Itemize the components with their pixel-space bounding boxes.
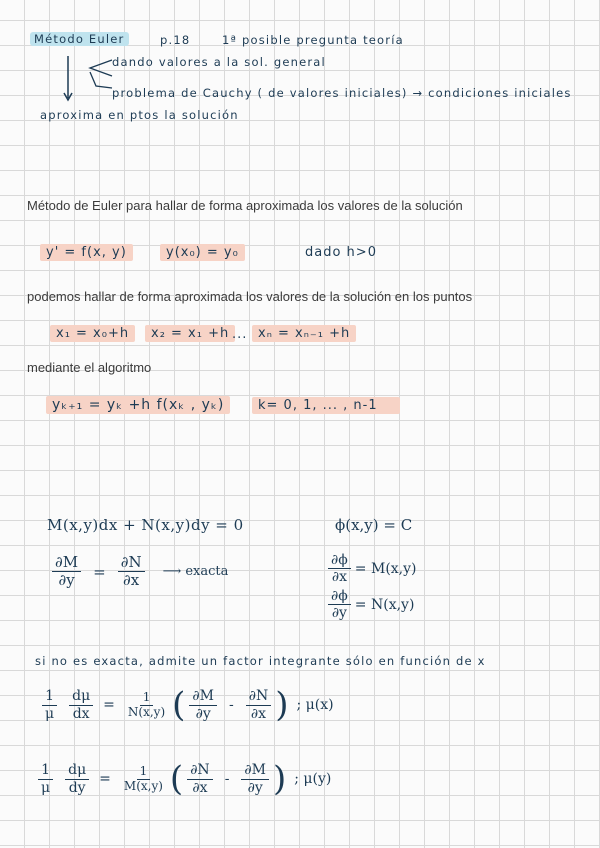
topic-title: Método Euler bbox=[30, 32, 129, 46]
k-range: k= 0, 1, ... , n-1 bbox=[252, 397, 400, 414]
point-x2: x₂ = x₁ +h bbox=[145, 325, 235, 342]
mu-y-equation: $\frac{1}{\mu}$ $\frac{d\mu}{dy}$ = $\frac{1}{M(x,y)}$ ( $\frac{\partial N}{\partial x}$ - $\frac{\partial M}{\partial y}$ ) ; μ(y) bbox=[38, 762, 331, 796]
dN-dx-fraction: $\frac{\partial N}{\partial x}$ bbox=[118, 554, 145, 590]
pointn-block bbox=[252, 326, 356, 341]
approx-note: aproxima en ptos la solución bbox=[40, 108, 239, 122]
points-intro: podemos hallar de forma aproximada los valores de la solución en los puntos bbox=[27, 289, 473, 304]
euler-algorithm: yₖ₊₁ = yₖ +h f(xₖ , yₖ) bbox=[46, 396, 230, 414]
theory-note: 1ª posible pregunta teoría bbox=[222, 33, 404, 47]
initial-block bbox=[160, 245, 245, 260]
point2-block bbox=[145, 326, 235, 341]
branch-general: dando valores a la sol. general bbox=[112, 55, 326, 69]
step-given: dado h>0 bbox=[305, 245, 377, 260]
exacta-label: ⟶ exacta bbox=[162, 564, 229, 580]
initial-condition: y(x₀) = y₀ bbox=[160, 244, 245, 261]
branch-arrows-icon bbox=[60, 52, 120, 104]
phi-y-equation: $\frac{\partial\phi}{\partial y}$ = N(x,y) bbox=[328, 588, 414, 621]
page-ref: p.18 bbox=[160, 33, 191, 47]
integrating-factor-heading: si no es exacta, admite un factor integrante sólo en función de x bbox=[35, 654, 486, 668]
algorithm-intro: mediante el algoritmo bbox=[27, 360, 152, 375]
point-xn: xₙ = xₙ₋₁ +h bbox=[252, 325, 356, 342]
points-ellipsis: ... bbox=[232, 327, 248, 342]
algorithm-block bbox=[46, 397, 230, 413]
point1-block bbox=[50, 326, 135, 341]
phi-x-equation: $\frac{\partial\phi}{\partial x}$ = M(x,y) bbox=[328, 552, 417, 585]
mu-x-equation: $\frac{1}{\mu}$ $\frac{d\mu}{dx}$ = $\frac{1}{N(x,y)}$ ( $\frac{\partial M}{\partial y}$ - $\frac{\partial N}{\partial x}$ ) ; μ(x) bbox=[42, 688, 334, 722]
dM-dy-fraction: $\frac{\partial M}{\partial y}$ bbox=[52, 554, 81, 590]
potential-function: ϕ(x,y) = C bbox=[335, 516, 413, 534]
ode-block bbox=[40, 245, 133, 260]
point-x1: x₁ = x₀+h bbox=[50, 325, 135, 342]
header-line bbox=[30, 32, 129, 46]
exactness-condition: $\frac{\partial M}{\partial y}$ = $\frac{\partial N}{\partial x}$ ⟶ exacta bbox=[52, 554, 228, 590]
euler-intro: Método de Euler para hallar de forma aproximada los valores de la solución bbox=[27, 198, 463, 213]
krange-block bbox=[252, 398, 400, 413]
branch-cauchy: problema de Cauchy ( de valores iniciales) → condiciones iniciales bbox=[112, 86, 572, 100]
exact-equation: M(x,y)dx + N(x,y)dy = 0 bbox=[47, 516, 244, 534]
ode-equation: y' = f(x, y) bbox=[40, 244, 133, 261]
